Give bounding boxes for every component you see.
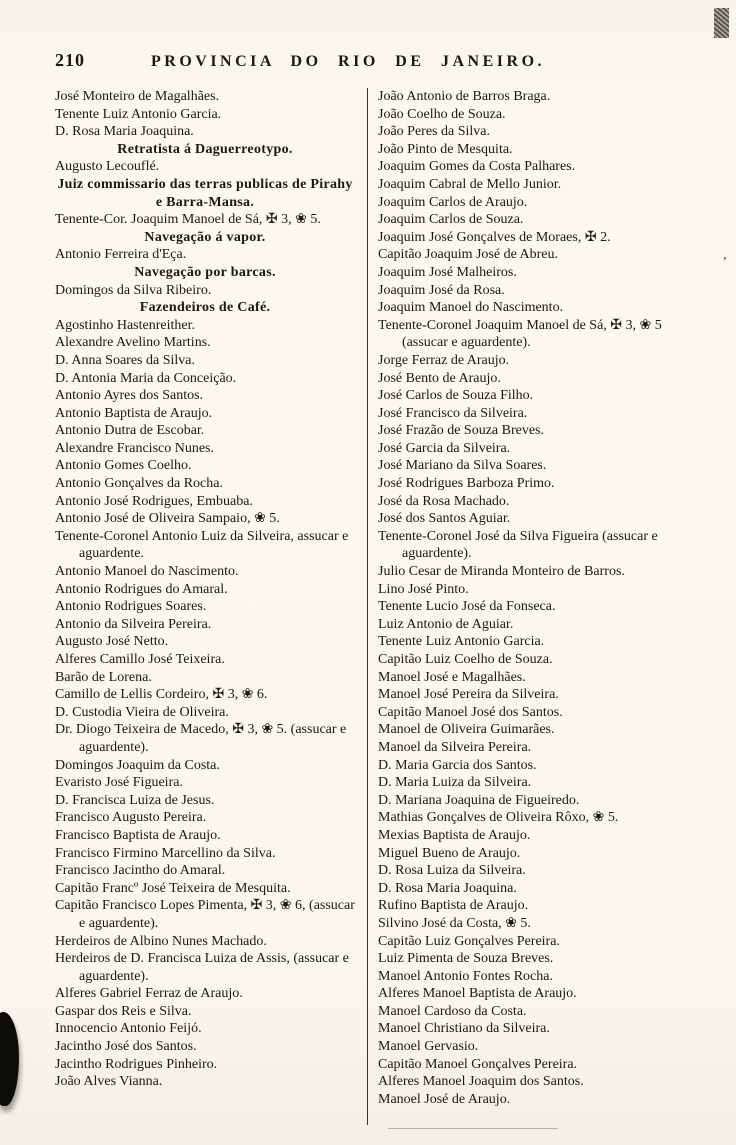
directory-entry: Luiz Pimenta de Souza Breves.: [378, 951, 554, 967]
directory-entry: Alexandre Avelino Martins.: [55, 335, 211, 351]
two-column-text-block: [55, 88, 697, 1125]
directory-entry: Alexandre Francisco Nunes.: [55, 440, 215, 456]
directory-entry: D. Rosa Maria Joaquina.: [55, 124, 194, 140]
directory-entry: Manoel de Oliveira Guimarães.: [378, 722, 555, 738]
directory-entry: Antonio Rodrigues do Amaral.: [55, 581, 228, 597]
directory-entry: Alferes Camillo José Teixeira.: [55, 652, 225, 667]
directory-entry: D. Rosa Luiza da Silveira.: [378, 863, 526, 879]
directory-entry: Joaquim José Gonçalves de Moraes, ✠ 2.: [378, 229, 611, 245]
directory-entry: Joaquim José Malheiros.: [378, 264, 517, 280]
section-heading: Retratista á Daguerreotypo.: [117, 141, 293, 157]
directory-entry: Tenente Luiz Antonio Garcia.: [378, 634, 545, 650]
directory-entry: Gaspar dos Reis e Silva.: [55, 1003, 192, 1019]
directory-entry: Miguel Bueno de Araujo.: [378, 845, 521, 861]
directory-entry: Manoel Antonio Fontes Rocha.: [378, 968, 553, 984]
directory-entry: Domingos da Silva Ribeiro.: [55, 282, 212, 298]
directory-entry: João Pinto de Mesquita.: [378, 141, 513, 157]
directory-entry: Antonio Dutra de Escobar.: [55, 423, 205, 439]
edge-speck: ’: [722, 255, 727, 270]
directory-entry: João Coelho de Souza.: [378, 106, 506, 122]
directory-entry: José Garcia da Silveira.: [378, 440, 511, 456]
print-artifact-corner: [714, 8, 729, 38]
directory-entry: Mathias Gonçalves de Oliveira Rôxo, ❀ 5.: [378, 810, 619, 826]
directory-entry: Tenente-Coronel Antonio Luiz da Silveira, assucar e aguardente.: [55, 528, 349, 562]
directory-entry: Agostinho Hastenreither.: [55, 317, 195, 333]
directory-entry: D. Mariana Joaquina de Figueiredo.: [378, 792, 580, 808]
directory-entry: Francisco Jacintho do Amaral.: [55, 863, 226, 879]
section-heading: Navegação á vapor.: [144, 229, 266, 245]
directory-entry: José Francisco da Silveira.: [378, 405, 528, 421]
directory-entry: Joaquim Manoel do Nascimento.: [378, 300, 564, 316]
directory-entry: Barão de Lorena.: [55, 669, 152, 685]
directory-entry: Alferes Manoel Baptista de Araujo.: [378, 986, 577, 1002]
directory-entry: Evaristo José Figueira.: [55, 775, 183, 791]
directory-entry: Jacintho José dos Santos.: [55, 1039, 197, 1055]
directory-entry: Antonio Gonçalves da Rocha.: [55, 476, 223, 492]
directory-entry: Camillo de Lellis Cordeiro, ✠ 3, ❀ 6.: [55, 687, 268, 703]
directory-entry: João Peres da Silva.: [378, 124, 490, 140]
directory-entry: Manoel José de Araujo.: [378, 1091, 511, 1107]
directory-entry: Francisco Augusto Pereira.: [55, 810, 207, 826]
directory-entry: José dos Santos Aguiar.: [378, 511, 511, 527]
directory-entry: Mexias Baptista de Araujo.: [378, 827, 531, 843]
directory-entry: D. Rosa Maria Joaquina.: [378, 880, 517, 896]
directory-entry: Capitão Joaquim José de Abreu.: [378, 247, 559, 263]
directory-entry: João Alves Vianna.: [55, 1074, 163, 1090]
directory-entry: Manoel José e Magalhães.: [378, 669, 526, 685]
directory-entry: Joaquim Carlos de Araujo.: [378, 194, 528, 210]
directory-entry: Antonio da Silveira Pereira.: [55, 616, 212, 632]
directory-entry: Dr. Diogo Teixeira de Macedo, ✠ 3, ❀ 5. (assucar e aguardente).: [55, 722, 347, 755]
column-right: [367, 88, 697, 1125]
directory-entry: Manoel Christiano da Silveira.: [378, 1021, 550, 1037]
page-number: 210: [55, 50, 85, 70]
directory-entry: Tenente Lucio José da Fonseca.: [378, 599, 556, 615]
directory-entry: Antonio Ayres dos Santos.: [55, 388, 204, 404]
directory-entry: Capitão Luiz Gonçalves Pereira.: [378, 933, 560, 949]
directory-entry: Antonio Manoel do Nascimento.: [55, 564, 239, 580]
directory-entry: Augusto Lecouflé.: [55, 159, 160, 175]
directory-entry: José Rodrigues Barboza Primo.: [378, 476, 555, 492]
directory-entry: D. Maria Garcia dos Santos.: [378, 757, 537, 773]
directory-entry: José Monteiro de Magalhães.: [55, 89, 220, 104]
directory-entry: Lino José Pinto.: [378, 581, 469, 597]
directory-entry: José Mariano da Silva Soares.: [378, 458, 547, 474]
directory-entry: Innocencio Antonio Feijó.: [55, 1021, 202, 1037]
directory-entry: Joaquim Cabral de Mello Junior.: [378, 176, 562, 192]
directory-entry: José da Rosa Machado.: [378, 493, 510, 509]
directory-entry: José Carlos de Souza Filho.: [378, 388, 534, 404]
ink-stain: [0, 1012, 19, 1106]
directory-entry: José Bento de Araujo.: [378, 370, 501, 386]
directory-entry: D. Francisca Luiza de Jesus.: [55, 792, 215, 808]
directory-entry: João Antonio de Barros Braga.: [378, 89, 551, 104]
directory-entry: Silvino José da Costa, ❀ 5.: [378, 915, 531, 931]
faint-bottom-rule: [388, 1128, 558, 1129]
directory-entry: Antonio José Rodrigues, Embuaba.: [55, 493, 253, 509]
column-left: [55, 88, 367, 1125]
directory-entry: Capitão Francisco Lopes Pimenta, ✠ 3, ❀ 6, (assucar e aguardente).: [55, 898, 355, 931]
directory-entry: Herdeiros de D. Francisca Luiza de Assis, (assucar e aguardente).: [55, 951, 349, 984]
section-heading: Juiz commissario das terras publicas de Pirahy e Barra-Mansa.: [57, 176, 353, 210]
directory-entry: Joaquim José da Rosa.: [378, 282, 505, 298]
directory-entry: Herdeiros de Albino Nunes Machado.: [55, 933, 267, 949]
directory-entry: Capitão Luiz Coelho de Souza.: [378, 652, 553, 667]
directory-entry: Luiz Antonio de Aguiar.: [378, 616, 514, 632]
directory-entry: Alferes Manoel Joaquim dos Santos.: [378, 1074, 584, 1090]
directory-entry: Augusto José Netto.: [55, 634, 169, 650]
directory-entry: Antonio Baptista de Araujo.: [55, 405, 213, 421]
directory-entry: Antonio José de Oliveira Sampaio, ❀ 5.: [55, 511, 280, 527]
directory-entry: José Frazão de Souza Breves.: [378, 423, 545, 439]
directory-entry: Manoel José Pereira da Silveira.: [378, 687, 559, 703]
directory-entry: Joaquim Gomes da Costa Palhares.: [378, 159, 576, 175]
directory-entry: Tenente-Coronel José da Silva Figueira (assucar e aguardente).: [378, 528, 658, 562]
directory-entry: Manoel Gervasio.: [378, 1039, 479, 1055]
directory-entry: Tenente-Coronel Joaquim Manoel de Sá, ✠ 3, ❀ 5 (assucar e aguardente).: [378, 317, 662, 351]
directory-entry: Julio Cesar de Miranda Monteiro de Barros.: [378, 564, 625, 580]
directory-entry: Antonio Gomes Coelho.: [55, 458, 192, 474]
directory-entry: Jorge Ferraz de Araujo.: [378, 352, 510, 368]
directory-entry: Alferes Gabriel Ferraz de Araujo.: [55, 986, 243, 1002]
directory-entry: Capitão Manoel Gonçalves Pereira.: [378, 1056, 578, 1072]
directory-entry: Domingos Joaquim da Costa.: [55, 757, 220, 773]
page-title: PROVINCIA DO RIO DE JANEIRO.: [150, 53, 546, 70]
directory-entry: Joaquim Carlos de Souza.: [378, 212, 524, 228]
directory-entry: Manoel Cardoso da Costa.: [378, 1003, 527, 1019]
directory-entry: D. Custodia Vieira de Oliveira.: [55, 704, 229, 720]
section-heading: Navegação por barcas.: [134, 264, 276, 280]
directory-entry: Antonio Ferreira d'Eça.: [55, 247, 187, 263]
directory-entry: D. Anna Soares da Silva.: [55, 352, 195, 368]
section-heading: Fazendeiros de Café.: [139, 300, 271, 316]
directory-entry: D. Antonia Maria da Conceição.: [55, 370, 237, 386]
directory-entry: D. Maria Luiza da Silveira.: [378, 775, 532, 791]
directory-entry: Tenente Luiz Antonio Garcia.: [55, 106, 222, 122]
directory-entry: Tenente-Cor. Joaquim Manoel de Sá, ✠ 3, ❀ 5.: [55, 212, 321, 228]
directory-entry: Capitão Francº José Teixeira de Mesquita.: [55, 880, 291, 896]
directory-entry: Capitão Manoel José dos Santos.: [378, 704, 563, 720]
directory-entry: Manoel da Silveira Pereira.: [378, 739, 532, 755]
directory-entry: Francisco Firmino Marcellino da Silva.: [55, 845, 276, 861]
directory-entry: Jacintho Rodrigues Pinheiro.: [55, 1056, 218, 1072]
directory-entry: Francisco Baptista de Araujo.: [55, 827, 221, 843]
directory-entry: Rufino Baptista de Araujo.: [378, 898, 529, 914]
directory-entry: Antonio Rodrigues Soares.: [55, 599, 207, 615]
